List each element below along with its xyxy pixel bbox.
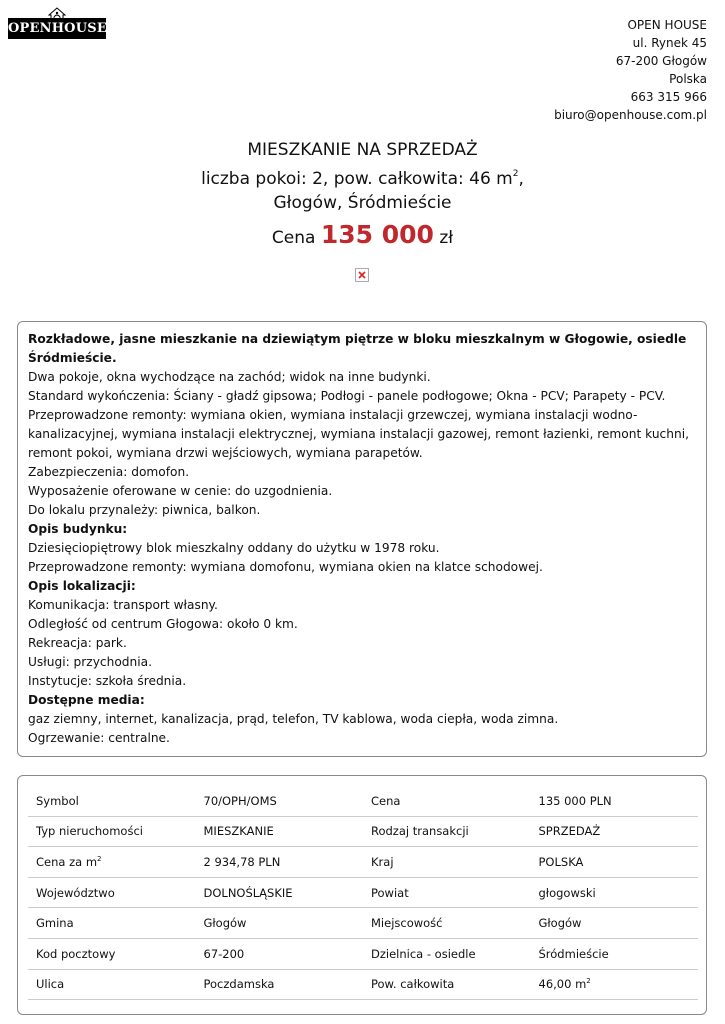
detail-value: Głogów: [196, 908, 364, 939]
agency-contact: [554, 16, 707, 124]
detail-value: Poczdamska: [196, 969, 364, 1000]
listing-location: Głogów, Śródmieście: [273, 193, 452, 213]
location-transport: Komunikacja: transport własny.: [28, 598, 218, 612]
detail-value: 70/OPH/OMS: [196, 786, 364, 816]
detail-value-text: 46,00 m: [538, 977, 587, 992]
detail-label: Typ nieruchomości: [28, 816, 196, 847]
summary-text: liczba pokoi: 2, pow. całkowita: 46 m: [201, 169, 513, 189]
detail-label: Miejscowość: [363, 908, 531, 939]
detail-label: Ulica: [28, 969, 196, 1000]
detail-label: Województwo: [28, 877, 196, 908]
detail-label: Pow. całkowita: [363, 969, 531, 1000]
price-label: Cena: [271, 228, 316, 248]
email-address: biuro@openhouse.com.pl: [554, 108, 707, 122]
price-line: [0, 220, 725, 250]
detail-value: SPRZEDAŻ: [531, 816, 699, 847]
detail-value: [531, 969, 699, 1000]
detail-label: Gmina: [28, 908, 196, 939]
openhouse-logo: [8, 7, 106, 40]
heating: Ogrzewanie: centralne.: [28, 731, 170, 745]
logo-wordmark: OPENHOUSE: [8, 18, 106, 39]
detail-value-sup: 2: [586, 977, 591, 986]
detail-value: Głogów: [531, 908, 699, 939]
table-row: [28, 847, 698, 878]
media-list: gaz ziemny, internet, kanalizacja, prąd, telefon, TV kablowa, woda ciepła, woda zimna.: [28, 712, 559, 726]
detail-label-text: Cena za m: [36, 854, 98, 869]
summary-sup: 2: [512, 169, 519, 179]
location-services: Usługi: przychodnia.: [28, 655, 152, 669]
location-heading: Opis lokalizacji:: [28, 579, 136, 593]
description-box: [17, 321, 707, 757]
listing-headline: [0, 138, 725, 250]
detail-value: POLSKA: [531, 847, 699, 878]
price-value: 135 000: [320, 220, 434, 249]
table-row: [28, 877, 698, 908]
detail-label: Powiat: [363, 877, 531, 908]
description-equipment: Wyposażenie oferowane w cenie: do uzgodnienia.: [28, 484, 333, 498]
detail-label: Dzielnica - osiedle: [363, 938, 531, 969]
detail-value: głogowski: [531, 877, 699, 908]
description-extras: Do lokalu przynależy: piwnica, balkon.: [28, 503, 261, 517]
detail-label: Symbol: [28, 786, 196, 816]
description-standard: Standard wykończenia: Ściany - gładź gipsowa; Podłogi - panele podłogowe; Okna - PCV; Parapety - PCV.: [28, 389, 666, 403]
table-row: [28, 816, 698, 847]
detail-label-sup: 2: [97, 854, 102, 863]
phone-number: 663 315 966: [630, 90, 707, 104]
details-box: [17, 775, 707, 1015]
location-institutions: Instytucje: szkoła średnia.: [28, 674, 187, 688]
detail-value: 2 934,78 PLN: [196, 847, 364, 878]
description-security: Zabezpieczenia: domofon.: [28, 465, 190, 479]
table-row: [28, 786, 698, 816]
table-row: [28, 908, 698, 939]
detail-label: Rodzaj transakcji: [363, 816, 531, 847]
location-recreation: Rekreacja: park.: [28, 636, 127, 650]
country: Polska: [669, 72, 707, 86]
city-address: 67-200 Głogów: [615, 54, 707, 68]
table-row: [28, 969, 698, 1000]
broken-image-icon: [355, 268, 369, 282]
table-row: [28, 938, 698, 969]
location-distance: Odległość od centrum Głogowa: około 0 km.: [28, 617, 298, 631]
summary-end: ,: [518, 169, 524, 189]
media-heading: Dostępne media:: [28, 693, 145, 707]
detail-label: Kod pocztowy: [28, 938, 196, 969]
building-renovations: Przeprowadzone remonty: wymiana domofonu, wymiana okien na klatce schodowej.: [28, 560, 543, 574]
listing-title: MIESZKANIE NA SPRZEDAŻ: [247, 140, 478, 160]
price-currency: zł: [439, 228, 454, 248]
detail-label: [28, 847, 196, 878]
detail-value: MIESZKANIE: [196, 816, 364, 847]
description-rooms: Dwa pokoje, okna wychodzące na zachód; widok na inne budynki.: [28, 370, 431, 384]
building-description: Dziesięciopiętrowy blok mieszkalny oddany do użytku w 1978 roku.: [28, 541, 440, 555]
building-heading: Opis budynku:: [28, 522, 128, 536]
description-renovations: Przeprowadzone remonty: wymiana okien, wymiana instalacji grzewczej, wymiana instalacji wodno-kanalizacyjnej, wymiana instalacji elektrycznej, wymiana instalacji gazowej, remont łazienki, remont kuchni, remont pokoi, wymiana drzwi wejściowych, wymiana parapetów.: [28, 408, 689, 460]
listing-summary: [0, 162, 725, 191]
street-address: ul. Rynek 45: [632, 36, 707, 50]
company-name: OPEN HOUSE: [627, 18, 707, 32]
detail-value: 135 000 PLN: [531, 786, 699, 816]
detail-value: Śródmieście: [531, 938, 699, 969]
detail-label: Kraj: [363, 847, 531, 878]
description-lead: Rozkładowe, jasne mieszkanie na dziewiątym piętrze w bloku mieszkalnym w Głogowie, osiedle Śródmieście.: [28, 332, 687, 365]
details-table: [28, 786, 698, 1000]
detail-label: Cena: [363, 786, 531, 816]
detail-value: DOLNOŚLĄSKIE: [196, 877, 364, 908]
detail-value: 67-200: [196, 938, 364, 969]
